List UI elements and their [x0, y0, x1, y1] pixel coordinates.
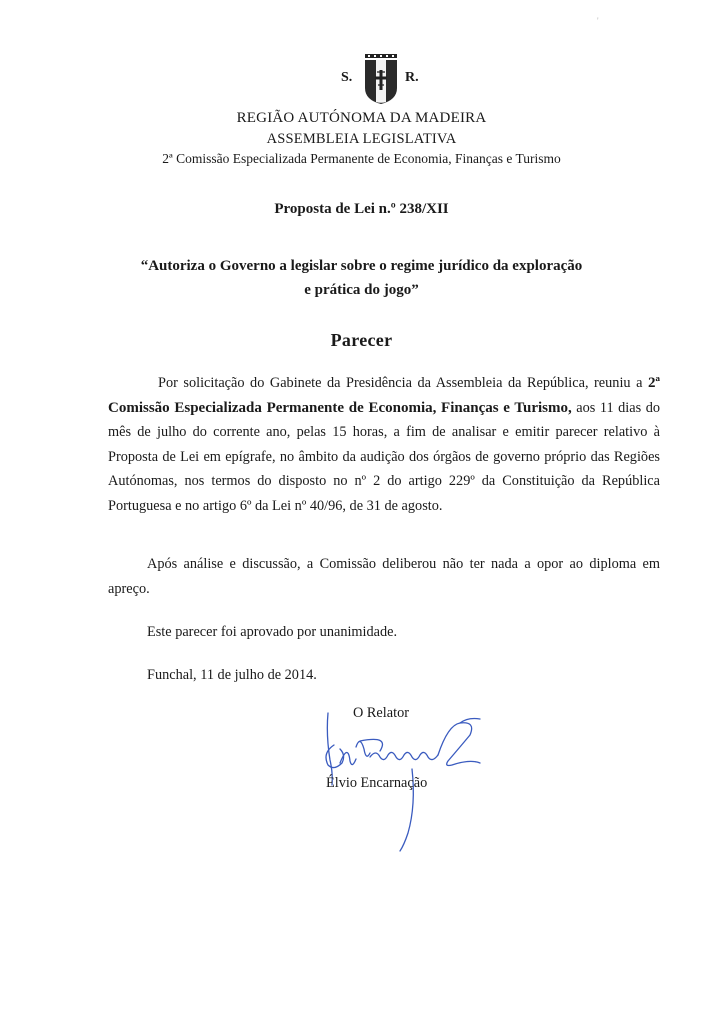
signer-role: O Relator: [353, 705, 409, 721]
paragraph-1-intro: Por solicitação do Gabinete da Presidência da Assembleia da República, reuniu a: [158, 375, 648, 391]
crest-row: [0, 54, 723, 106]
document-title: [0, 254, 723, 302]
paragraph-1: [108, 371, 660, 519]
paragraph-2: Após análise e discussão, a Comissão deliberou não ter nada a opor ao diploma em apreço.: [108, 556, 660, 597]
place-date: Funchal, 11 de julho de 2014.: [147, 667, 317, 683]
section-heading: Parecer: [330, 330, 393, 350]
corner-mark: ': [597, 16, 599, 26]
crest-right-letter: R.: [405, 70, 419, 85]
assembly-heading: ASSEMBLEIA LEGISLATIVA: [266, 131, 457, 147]
crest-left-letter: S.: [341, 70, 353, 85]
coat-of-arms-icon: [364, 54, 398, 104]
commission-name-bold: 2ª Comissão Especializada Permanente de Economia, Finanças e Turismo,: [108, 375, 660, 416]
document-title-line-2: e prática do jogo”: [304, 282, 419, 298]
paragraph-3: Este parecer foi aprovado por unanimidade.: [147, 624, 398, 640]
signature-block: [320, 705, 520, 875]
signer-name: Élvio Encarnação: [326, 775, 428, 791]
paragraph-1-rest: aos 11 dias do mês de julho do corrente ano, pelas 15 horas, a fim de analisar e emitir parecer relativo à Proposta de Lei em epígrafe, no âmbito da audição dos órgãos de governo próprio das Regiões Autónomas, nos termos do disposto no nº 2 do artigo 229º da Constituição da República Portuguesa e no artigo 6º da Lei nº 40/96, de 31 de agosto.: [108, 399, 660, 514]
proposal-number: Proposta de Lei n.º 238/XII: [274, 201, 449, 217]
region-heading: REGIÃO AUTÓNOMA DA MADEIRA: [236, 110, 487, 126]
commission-heading: 2ª Comissão Especializada Permanente de Economia, Finanças e Turismo: [162, 151, 561, 166]
document-title-line-1: “Autoriza o Governo a legislar sobre o regime jurídico da exploração: [140, 258, 583, 274]
